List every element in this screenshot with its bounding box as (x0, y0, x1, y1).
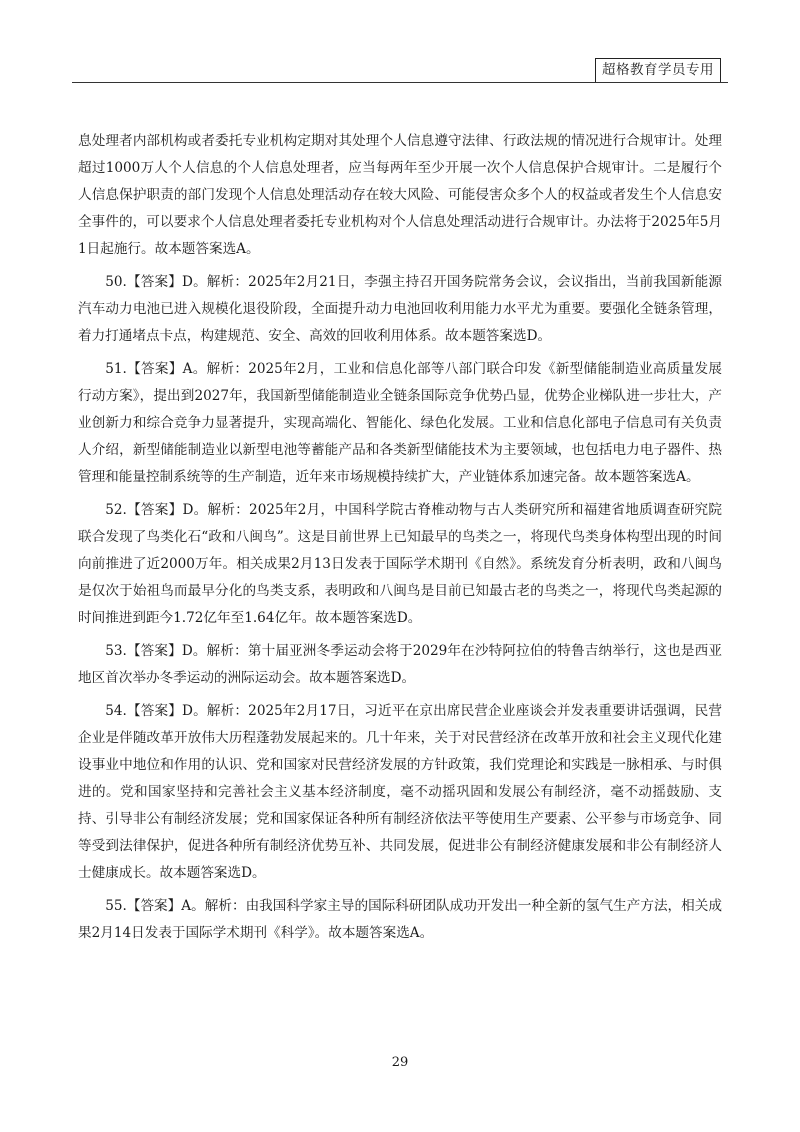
paragraph-answer-50: 50.【答案】D。解析：2025年2月21日，李强主持召开国务院常务会议，会议指出，当前我国新能源汽车动力电池已进入规模化退役阶段，全面提升动力电池回收利用能力水平尤为重要。要强化全链条管理，着力打通堵点卡点，构建规范、安全、高效的回收利用体系。故本题答案选D。 (78, 274, 722, 344)
header-label-box (595, 58, 721, 83)
header-divider (72, 82, 728, 83)
paragraph-answer-55: 55.【答案】A。解析：由我国科学家主导的国际科研团队成功开发出一种全新的氢气生产方法，相关成果2月14日发表于国际学术期刊《科学》。故本题答案选A。 (78, 898, 722, 941)
paragraph-answer-52: 52.【答案】D。解析：2025年2月，中国科学院古脊椎动物与古人类研究所和福建省地质调查研究院联合发现了鸟类化石“政和八闽鸟”。这是目前世界上已知最早的鸟类之一，将现代鸟类身体构型出现的时间向前推进了近2000万年。相关成果2月13日发表于国际学术期刊《自然》。系统发育分析表明，政和八闽鸟是仅次于始祖鸟而最早分化的鸟类支系，表明政和八闽鸟是目前已知最古老的鸟类之一，将现代鸟类起源的时间推进到距今1.72亿年至1.64亿年。故本题答案选D。 (78, 502, 722, 626)
paragraph-continuation: 息处理者内部机构或者委托专业机构定期对其处理个人信息遵守法律、行政法规的情况进行合规审计。处理超过1000万人个人信息的个人信息处理者，应当每两年至少开展一次个人信息保护合规审计。二是履行个人信息保护职责的部门发现个人信息处理活动存在较大风险、可能侵害众多个人的权益或者发生个人信息安全事件的，可以要求个人信息处理者委托专业机构对个人信息处理活动进行合规审计。办法将于2025年5月1日起施行。故本题答案选A。 (78, 133, 722, 257)
paragraph-answer-51: 51.【答案】A。解析：2025年2月，工业和信息化部等八部门联合印发《新型储能制造业高质量发展行动方案》，提出到2027年，我国新型储能制造业全链条国际竞争优势凸显，优势企业梯队进一步壮大，产业创新力和综合竞争力显著提升，实现高端化、智能化、绿色化发展。工业和信息化部电子信息司有关负责人介绍，新型储能制造业以新型电池等蓄能产品和各类新型储能技术为主要领域，也包括电力电子器件、热管理和能量控制系统等的生产制造，近年来市场规模持续扩大，产业链体系加速完备。故本题答案选A。 (78, 361, 722, 485)
page-number: 29 (391, 1055, 409, 1070)
paragraph-answer-53: 53.【答案】D。解析：第十届亚洲冬季运动会将于2029年在沙特阿拉伯的特鲁吉纳举行，这也是西亚地区首次举办冬季运动的洲际运动会。故本题答案选D。 (78, 643, 722, 686)
header-label: 超格教育学员专用 (602, 62, 714, 78)
paragraph-answer-54: 54.【答案】D。解析：2025年2月17日，习近平在京出席民营企业座谈会并发表重要讲话强调，民营企业是伴随改革开放伟大历程蓬勃发展起来的。几十年来，关于对民营经济在改革开放和社会主义现代化建设事业中地位和作用的认识、党和国家对民营经济发展的方针政策，我们党理论和实践是一脉相承、与时俱进的。党和国家坚持和完善社会主义基本经济制度，毫不动摇巩固和发展公有制经济，毫不动摇鼓励、支持、引导非公有制经济发展；党和国家保证各种所有制经济依法平等使用生产要素、公平参与市场竞争、同等受到法律保护，促进各种所有制经济优势互补、共同发展，促进非公有制经济健康发展和非公有制经济人士健康成长。故本题答案选D。 (78, 703, 722, 881)
document-body (78, 128, 722, 947)
